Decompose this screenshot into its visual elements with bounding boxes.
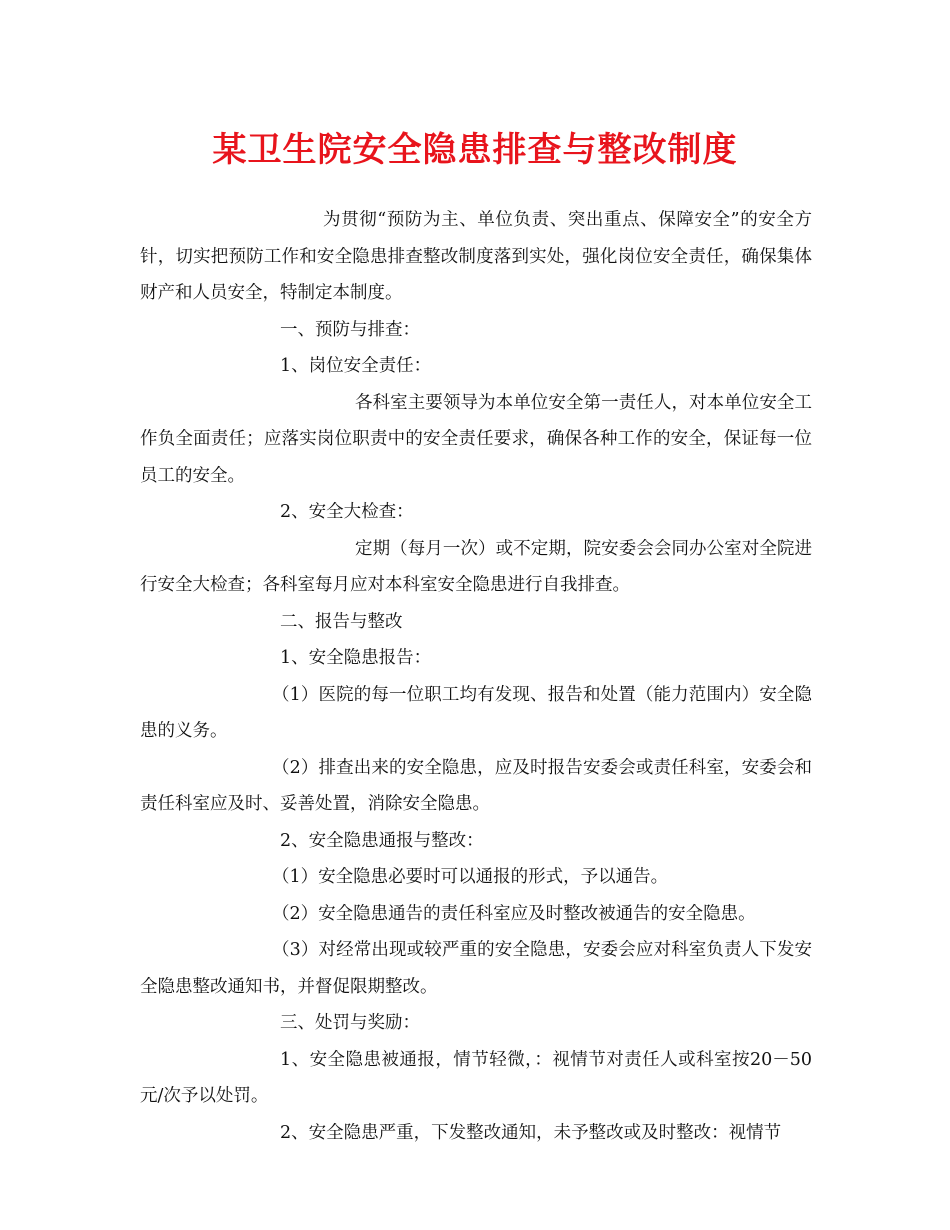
paragraph-safety-inspection: 定期（每月一次）或不定期，院安委会会同办公室对全院进行安全大检查；各科室每月应对本科室安全隐患进行自我排查。 xyxy=(140,538,812,595)
paragraph-report-item-1: （1）医院的每一位职工均有发现、报告和处置（能力范围内）安全隐患的义务。 xyxy=(140,684,812,741)
section-heading-penalty: 三、处罚与奖励： xyxy=(280,1013,420,1033)
document-body xyxy=(140,202,812,1151)
subheading-safety-inspection: 2、安全大检查： xyxy=(280,502,414,522)
subheading-notice-rectify: 2、安全隐患通报与整改： xyxy=(280,830,484,851)
paragraph-notice-item-3: （3）对经常出现或较严重的安全隐患，安委会应对科室负责人下发安全隐患整改通知书，并督促限期整改。 xyxy=(140,940,812,997)
paragraph-report-item-2: （2）排查出来的安全隐患，应及时报告安委会或责任科室，安委会和责任科室应及时、妥善处置，消除安全隐患。 xyxy=(140,757,812,814)
subheading-hazard-report: 1、安全隐患报告： xyxy=(280,648,432,668)
paragraph-post-responsibility: 各科室主要领导为本单位安全第一责任人，对本单位安全工作负全面责任；应落实岗位职责中的安全责任要求，确保各种工作的安全，保证每一位员工的安全。 xyxy=(140,392,812,486)
paragraph-penalty-item-1: 1、安全隐患被通报，情节轻微，：视情节对责任人或科室按20－50元/次予以处罚。 xyxy=(140,1049,812,1106)
section-heading-report: 二、报告与整改 xyxy=(280,611,403,632)
subheading-post-responsibility: 1、岗位安全责任： xyxy=(280,356,432,376)
paragraph-notice-item-1: （1）安全隐患必要时可以通报的形式，予以通告。 xyxy=(272,867,669,887)
intro-paragraph: 为贯彻“预防为主、单位负责、突出重点、保障安全”的安全方针，切实把预防工作和安全隐患排查整改制度落到实处，强化岗位安全责任，确保集体财产和人员安全，特制定本制度。 xyxy=(140,210,812,303)
section-heading-prevention: 一、预防与排查： xyxy=(280,319,420,340)
paragraph-penalty-item-2: 2、安全隐患严重，下发整改通知，未予整改或及时整改：视情节 xyxy=(280,1122,782,1143)
paragraph-notice-item-2: （2）安全隐患通告的责任科室应及时整改被通告的安全隐患。 xyxy=(272,903,756,924)
document-title: 某卫生院安全隐患排查与整改制度 xyxy=(212,130,738,170)
